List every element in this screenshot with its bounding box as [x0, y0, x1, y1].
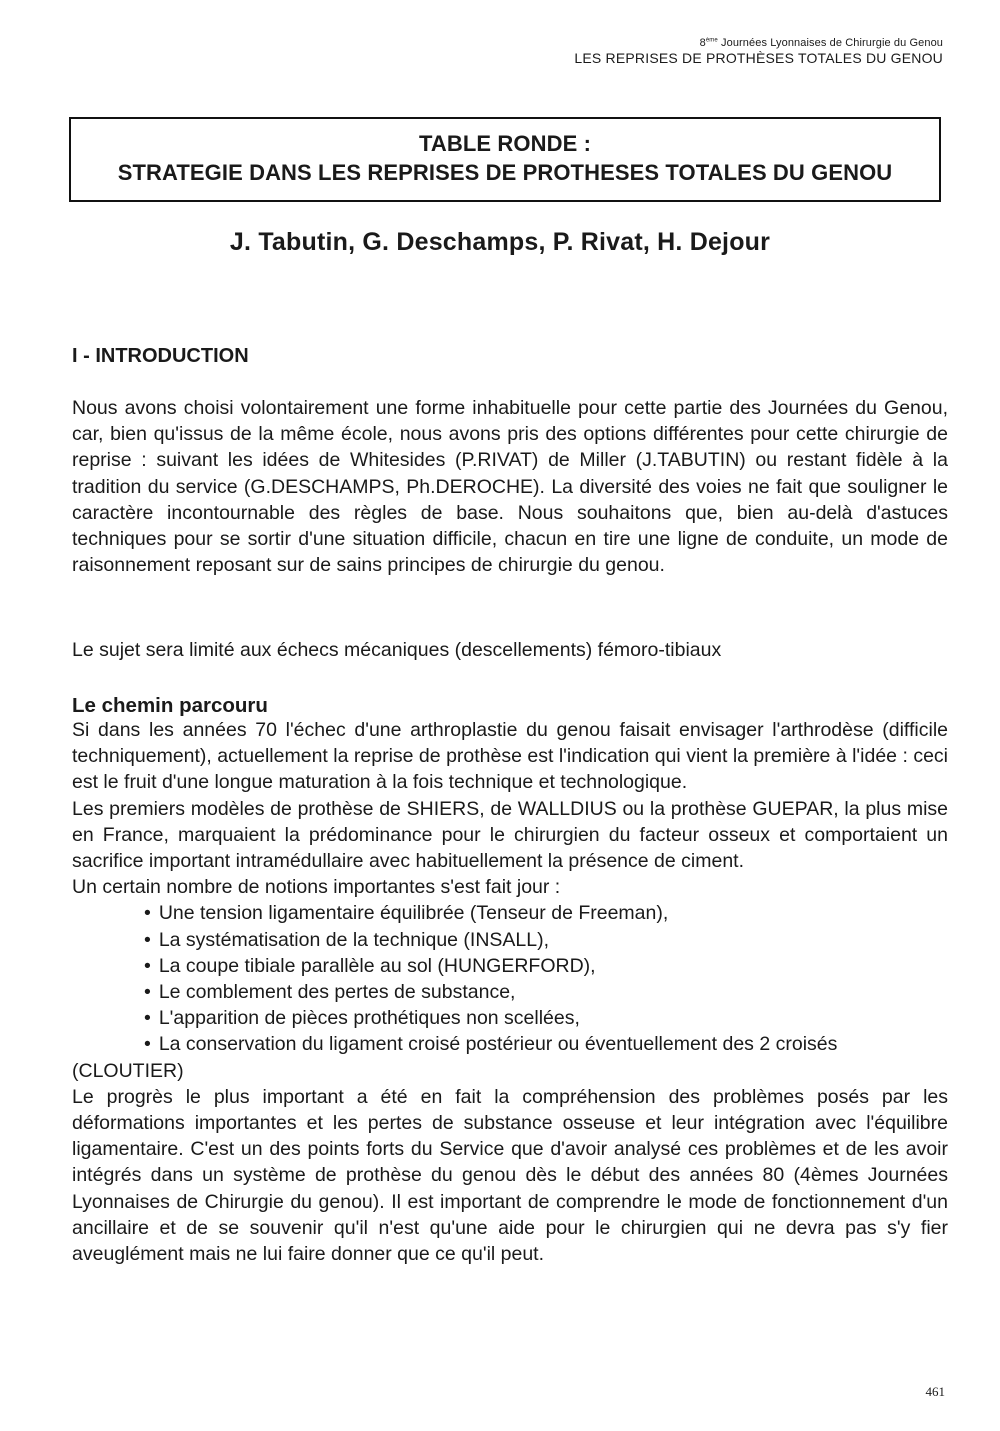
running-header: [574, 37, 943, 66]
intro-paragraph: Nous avons choisi volontairement une forme inhabituelle pour cette partie des Journées du Genou, car, bien qu'issus de la même école, nous avons pris des options différentes pour cette chirurgie de reprise : suivant les idées de Whitesides (P.RIVAT) de Miller (J.TABUTIN) ou restant fidèle à la tradition du service (G.DESCHAMPS, Ph.DEROCHE). La diversité des voies ne fait que souligner le caractère incontournable des règles de base. Nous souhaitons que, bien au-delà d'astuces techniques pour se sortir d'une situation difficile, chacun en tire une ligne de conduite, un mode de raisonnement reposant sur de sains principes de chirurgie du genou.: [72, 397, 948, 577]
subheading-chemin-parcouru: Le chemin parcouru: [72, 694, 268, 717]
list-item-continuation: (CLOUTIER): [72, 1059, 184, 1082]
conference-name: Journées Lyonnaises de Chirurgie du Genou: [717, 37, 943, 49]
title-line-2: STRATEGIE DANS LES REPRISES DE PROTHESES TOTALES DU GENOU: [117, 160, 893, 185]
chemin-block: [72, 717, 948, 1267]
edition-suffix: ème: [705, 37, 718, 44]
chemin-paragraph-2: Les premiers modèles de prothèse de SHIERS, de WALLDIUS ou la prothèse GUEPAR, la plus mise en France, marquaient la prédominance pour le chirurgien du facteur osseux et comportaient un sacrifice important intramédullaire avec habituellement la présence de ciment.: [72, 797, 948, 873]
chemin-paragraph-4: Le progrès le plus important a été en fait la compréhension des problèmes posés par les déformations importantes et les pertes de substance osseuse et leur intégration avec l'équilibre ligamentaire. C'est un des points forts du Service que d'avoir analysé ces problèmes et de les avoir intégrés dans un système de prothèse du genou dès le début des années 80 (4èmes Journées Lyonnaises de Chirurgie du genou). Il est important de comprendre le mode de fonctionnement d'un ancillaire et de se souvenir qu'il n'est qu'une aide pour le chirurgien qui ne devra pas s'y fier aveuglément mais ne lui faire donner que ce qu'il peut.: [72, 1085, 948, 1266]
list-item: • La conservation du ligament croisé postérieur ou éventuellement des 2 croisés: [144, 1031, 948, 1057]
section-heading-introduction: I - INTRODUCTION: [72, 345, 249, 367]
list-item: • L'apparition de pièces prothétiques non scellées,: [144, 1005, 948, 1031]
scope-block: [72, 637, 948, 663]
conference-title: [574, 37, 943, 50]
chemin-paragraph-1: Si dans les années 70 l'échec d'une arthroplastie du genou faisait envisager l'arthrodèse (difficile techniquement), actuellement la reprise de prothèse est l'indication qui vient la première à l'idée : ceci est le fruit d'une longue maturation à la fois technique et technologique.: [72, 719, 948, 794]
list-item: • Le comblement des pertes de substance,: [144, 979, 948, 1005]
title-box: [69, 117, 941, 202]
list-item: • La coupe tibiale parallèle au sol (HUNGERFORD),: [144, 953, 948, 979]
book-title: LES REPRISES DE PROTHÈSES TOTALES DU GENOU: [574, 49, 943, 66]
title-line-1: TABLE RONDE :: [419, 131, 591, 156]
edition-number: 8: [699, 37, 706, 49]
authors: J. Tabutin, G. Deschamps, P. Rivat, H. Dejour: [229, 228, 771, 256]
page-number: 461: [925, 1384, 945, 1399]
list-item: • Une tension ligamentaire équilibrée (Tenseur de Freeman),: [144, 900, 948, 926]
notions-list: [72, 900, 948, 1057]
scope-paragraph: Le sujet sera limité aux échecs mécaniques (descellements) fémoro-tibiaux: [72, 639, 722, 661]
intro-block: [72, 395, 948, 578]
list-item: • La systématisation de la technique (INSALL),: [144, 927, 948, 953]
chemin-paragraph-3: Un certain nombre de notions importantes s'est fait jour :: [72, 876, 561, 899]
